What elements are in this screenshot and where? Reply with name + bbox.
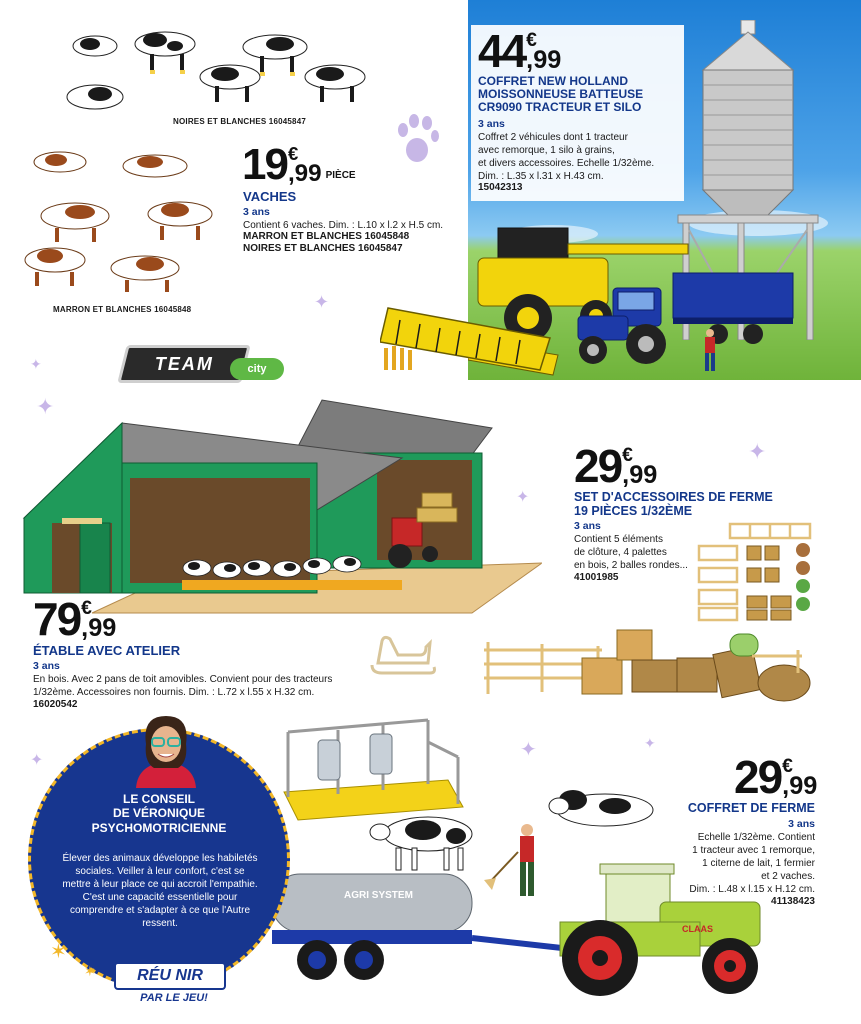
cows-price: 19 € ,99 PIÈCE <box>242 140 356 189</box>
barn-image <box>22 394 542 618</box>
sparkle-icon: ✦ <box>314 292 330 312</box>
combine-title: COFFRET NEW HOLLAND MOISSONNEUSE BATTEUSE CR9090 TRACTEUR ET SILO <box>478 74 644 114</box>
farmset-title: COFFRET DE FERME <box>687 801 815 815</box>
tractor-label: CLAAS <box>682 924 713 934</box>
accessories-title: SET D'ACCESSOIRES DE FERME 19 PIÈCES 1/32ÈME <box>574 490 773 518</box>
combine-ref: 15042313 <box>478 182 523 193</box>
fence-bales-image <box>482 628 812 703</box>
reunir-logo: RÉU NIR <box>114 962 226 990</box>
cows-desc: Contient 6 vaches. Dim. : L.10 x l.2 x H.5 cm. <box>243 220 444 231</box>
cows-ref-brown: MARRON ET BLANCHES 16045848 <box>243 231 410 242</box>
accessories-age: 3 ans <box>574 520 601 532</box>
caption-brown-white: MARRON ET BLANCHES 16045848 <box>53 305 192 314</box>
brown-white-cows-image <box>20 142 225 302</box>
sparkle-icon: ✦ <box>516 489 530 506</box>
sleigh-icon <box>368 633 438 675</box>
farmer-figure-image <box>700 328 720 374</box>
combine-age: 3 ans <box>478 118 505 130</box>
barn-title: ÉTABLE AVEC ATELIER <box>33 643 181 658</box>
barn-ref: 16020542 <box>33 699 78 710</box>
combine-desc: Coffret 2 véhicules dont 1 tracteur avec remorque, 1 silo à grains, et divers accessoires. Echelle 1/32ème. Dim. : L.35 x l.31 x H.43 cm. <box>478 132 655 182</box>
accessories-desc: Contient 5 éléments de clôture, 4 palettes en bois, 2 balles rondes... <box>574 534 688 571</box>
milk-tanker-image <box>262 860 562 990</box>
star-icon: ✶ <box>50 941 67 963</box>
accessories-ref: 41001985 <box>574 572 619 583</box>
psychomotor-therapist-portrait <box>128 712 204 788</box>
city-brand-tag: city <box>230 358 284 380</box>
accessories-price: 29 € ,99 <box>574 440 658 492</box>
cows-ref-black: NOIRES ET BLANCHES 16045847 <box>243 243 403 254</box>
advice-text: Élever des animaux développe les habiletés sociales. Veiller à leur confort, c'est se mettre à leur place ce qui accroit l'empathie. C'est une capacité essentielle pour comprendre et s'adapter à ce que l'Autre ressent. <box>62 853 258 929</box>
sparkle-icon: ✦ <box>520 739 537 761</box>
farmset-ref: 41138423 <box>771 896 815 907</box>
reunir-tagline: PAR LE JEU! <box>140 992 208 1004</box>
blue-tractor-trailer-image <box>568 268 798 380</box>
price-unit: PIÈCE <box>325 170 356 181</box>
cows-title: VACHES <box>243 189 297 204</box>
barn-desc: En bois. Avec 2 pans de toit amovibles. Convient pour des tracteurs 1/32ème. Accessoires non fournis. Dim. : L.72 x l.55 x H.32 cm. <box>33 674 333 698</box>
paw-print-icon <box>395 112 441 166</box>
sparkle-icon: ✦ <box>644 735 656 751</box>
star-icon: ✶ <box>84 963 96 979</box>
sparkle-icon: ✦ <box>748 439 767 464</box>
caption-black-white: NOIRES ET BLANCHES 16045847 <box>173 117 307 126</box>
farmset-age: 3 ans <box>788 818 815 830</box>
tank-label: AGRI SYSTEM <box>344 890 413 901</box>
combine-cutter-bar-image <box>380 300 560 380</box>
sparkle-icon: ✦ <box>30 752 44 769</box>
cows-age: 3 ans <box>243 206 270 218</box>
team-brand-logo: TEAM <box>117 345 250 383</box>
combine-price: 44 € ,99 <box>478 25 562 77</box>
sparkle-icon: ✦ <box>36 394 55 419</box>
barn-age: 3 ans <box>33 660 60 672</box>
sparkle-icon: ✦ <box>30 356 42 372</box>
farmset-desc: Echelle 1/32ème. Contient 1 tracteur avec 1 remorque, 1 citerne de lait, 1 fermier et 2 vaches. Dim. : L.48 x l.15 x H.12 cm. <box>689 832 815 895</box>
barn-price: 79 € ,99 <box>33 593 117 645</box>
black-white-cows-image <box>55 22 375 122</box>
farmset-price: 29 € ,99 <box>734 751 818 803</box>
accessories-pieces-image <box>695 520 820 625</box>
advice-title: LE CONSEIL DE VÉRONIQUE PSYCHOMOTRICIENNE <box>91 792 227 835</box>
